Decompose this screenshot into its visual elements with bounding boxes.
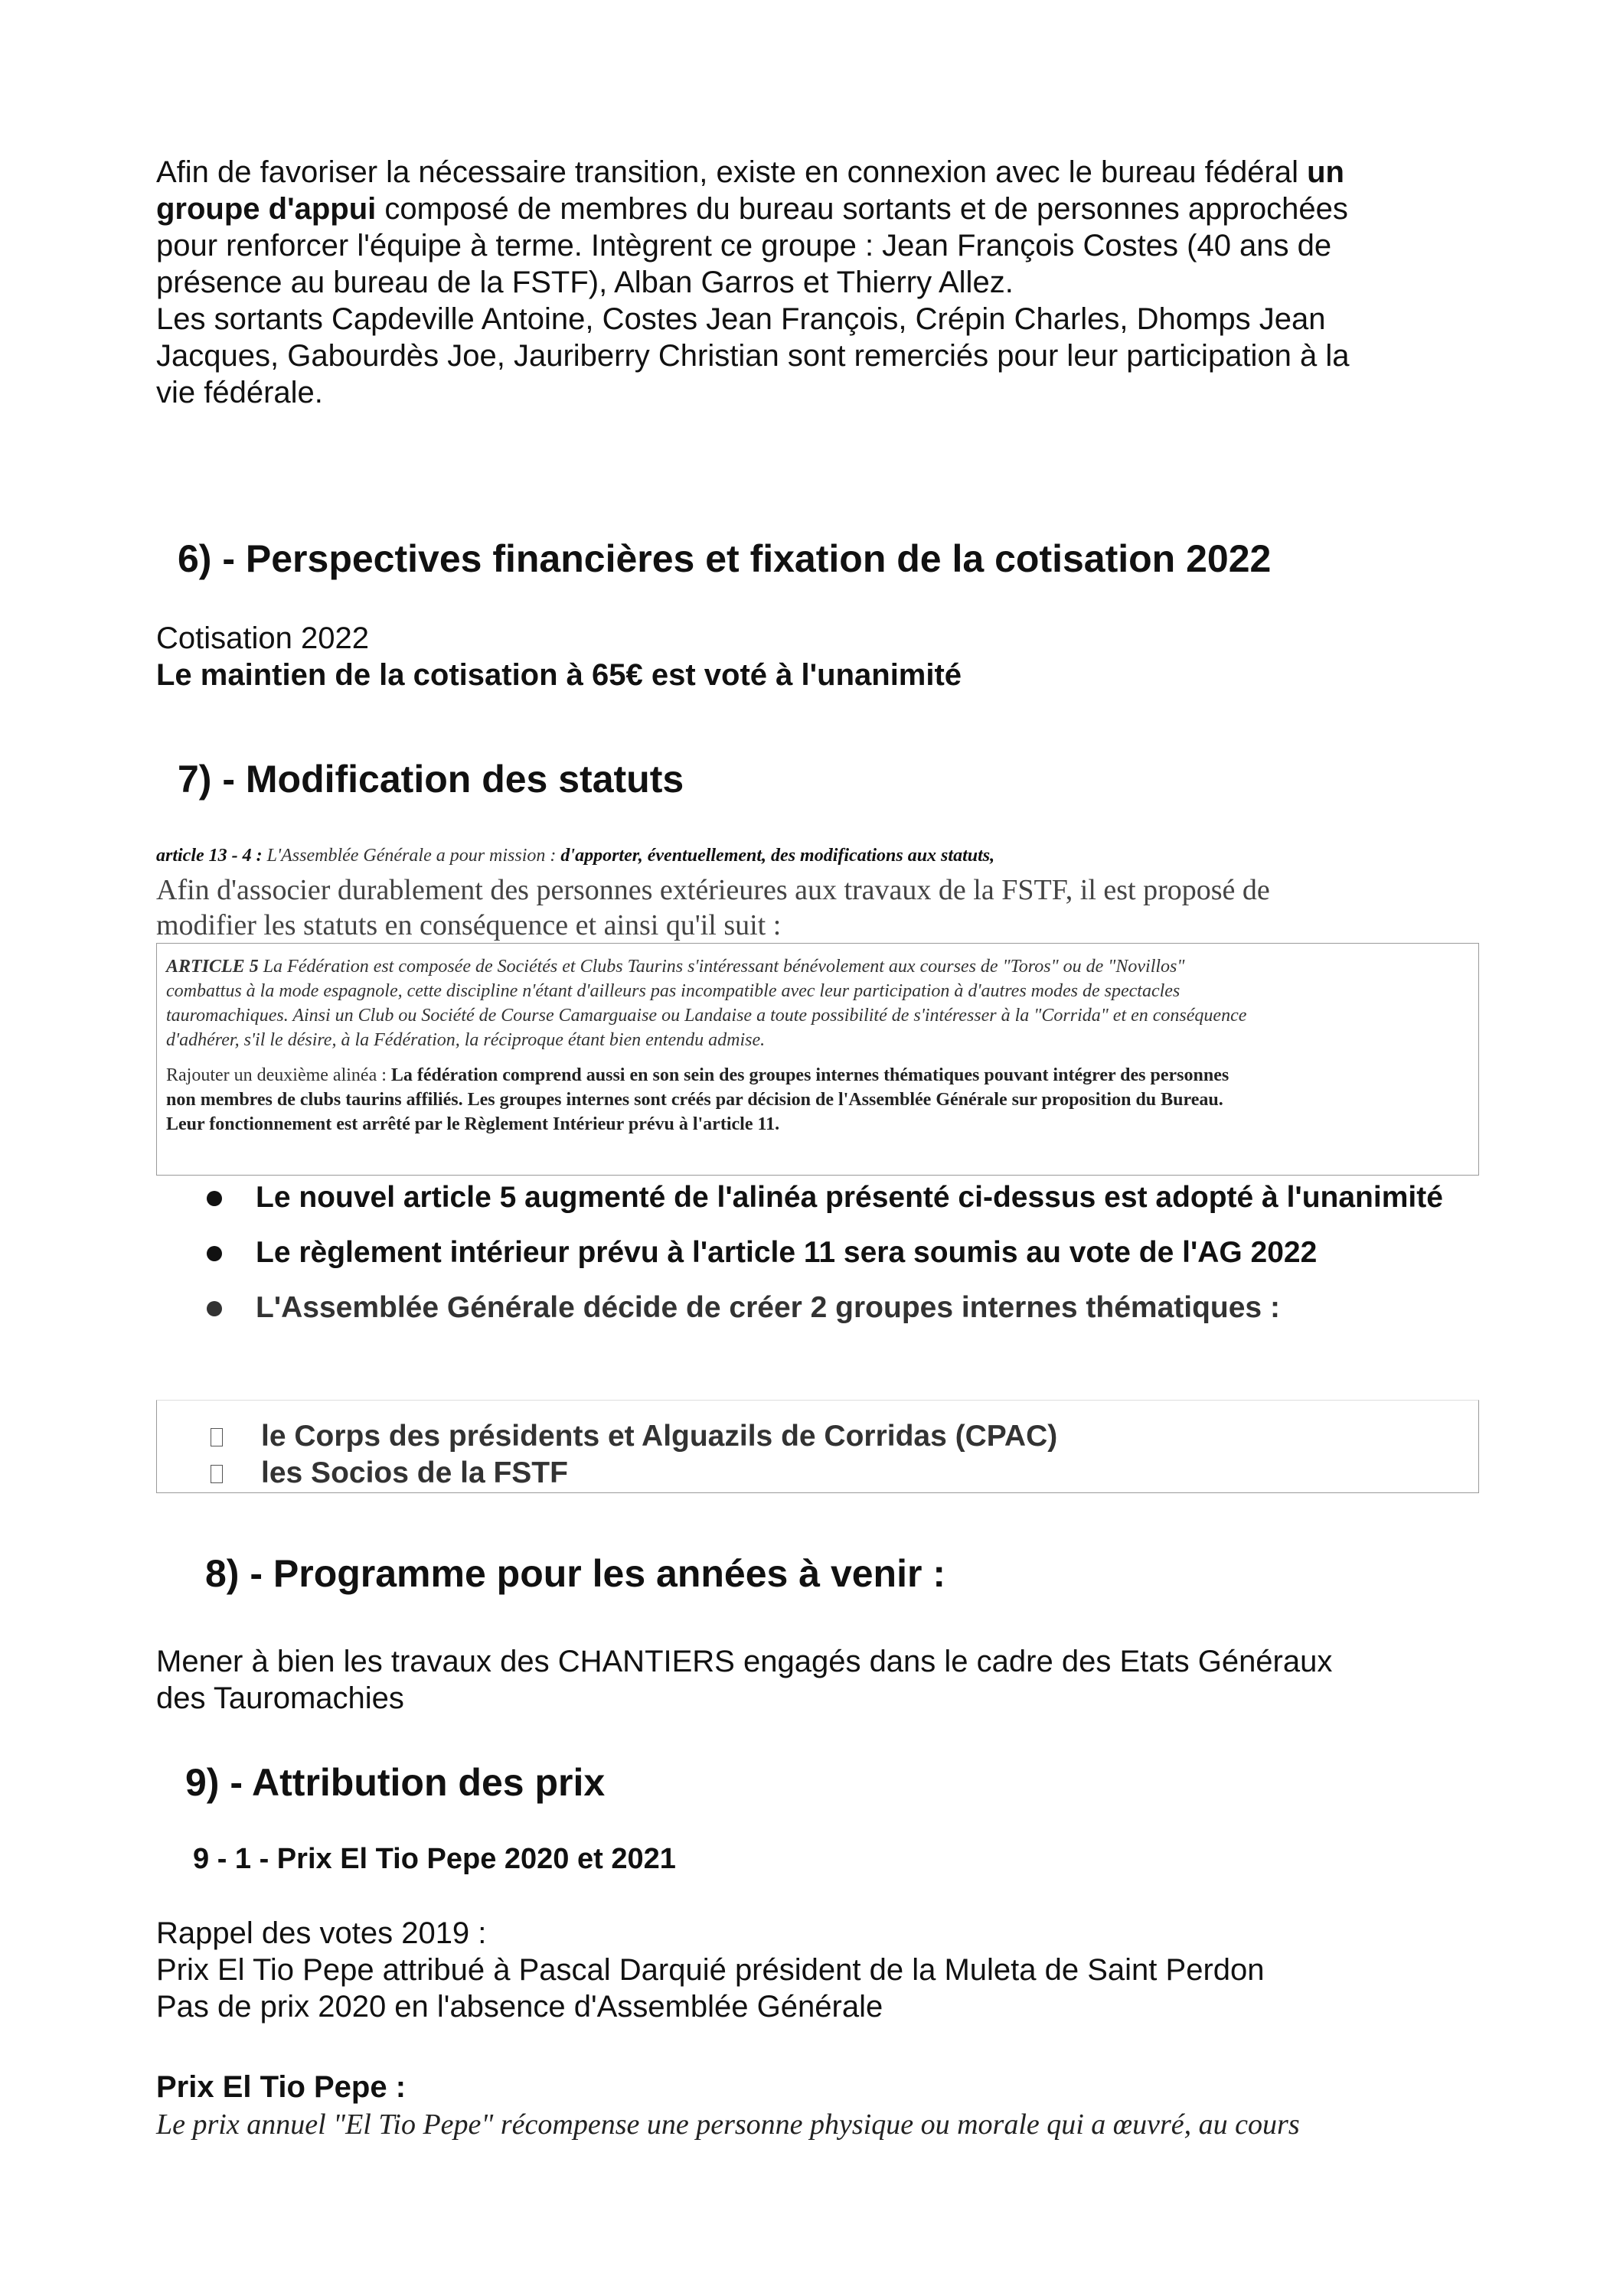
list-item: Le règlement intérieur prévu à l'article 11 sera soumis au vote de l'AG 2022 xyxy=(207,1235,1493,1270)
list-item: L'Assemblée Générale décide de créer 2 groupes internes thématiques : xyxy=(207,1290,1493,1326)
article-ref-label: article 13 - 4 : xyxy=(156,846,263,866)
list-item: Le nouvel article 5 augmenté de l'alinéa présenté ci-dessus est adopté à l'unanimité xyxy=(207,1180,1450,1215)
internal-groups-box xyxy=(156,1400,1479,1493)
article-13-reference xyxy=(156,844,1488,867)
prize-description: Le prix annuel "El Tio Pepe" récompense une personne physique ou morale qui a œuvré, au cours xyxy=(156,2108,1300,2141)
text-line: pour renforcer l'équipe à terme. Intègrent ce groupe : Jean François Costes (40 ans de xyxy=(156,229,1332,263)
cotisation-decision: Le maintien de la cotisation à 65€ est voté à l'unanimité xyxy=(156,658,962,692)
text-line: tauromachiques. Ainsi un Club ou Société de Course Camarguaise ou Landaise a toute possibilité de s'intéresser à la "Corrida" et en conséquence xyxy=(166,1006,1247,1026)
article-ref-emphasis: d'apporter, éventuellement, des modifications aux statuts, xyxy=(560,846,995,866)
text-line: vie fédérale. xyxy=(156,376,323,409)
resolution-list xyxy=(207,1180,1493,1345)
text-line: modifier les statuts en conséquence et ainsi qu'il suit : xyxy=(156,909,782,941)
missing-glyph-icon xyxy=(211,1465,223,1483)
section-6-body xyxy=(156,620,1488,693)
text-line: groupe d'appui composé de membres du bureau sortants et de personnes approchées xyxy=(156,192,1348,226)
text-line: Pas de prix 2020 en l'absence d'Assemblée Générale xyxy=(156,1990,883,2024)
section-8-body xyxy=(156,1643,1488,1717)
text-line: ARTICLE 5 La Fédération est composée de Sociétés et Clubs Taurins s'intéressant bénévolement aux courses de "Toros" ou de "Novillos" xyxy=(166,957,1185,977)
section-7-heading: 7) - Modification des statuts xyxy=(178,758,684,801)
text-line: Prix El Tio Pepe attribué à Pascal Darquié président de la Muleta de Saint Perdon xyxy=(156,1953,1265,1987)
missing-glyph-icon xyxy=(211,1428,223,1446)
section-9-1-heading: 9 - 1 - Prix El Tio Pepe 2020 et 2021 xyxy=(193,1843,676,1875)
article-5-label: ARTICLE 5 xyxy=(166,957,259,977)
text-line: Rajouter un deuxième alinéa : La fédération comprend aussi en son sein des groupes internes thématiques pouvant intégrer des personnes xyxy=(166,1065,1229,1085)
prize-label: Prix El Tio Pepe : xyxy=(156,2070,407,2104)
text-line: présence au bureau de la FSTF), Alban Garros et Thierry Allez. xyxy=(156,266,1014,299)
text-line: Leur fonctionnement est arrêté par le Règlement Intérieur prévu à l'article 11. xyxy=(166,1114,780,1134)
second-paragraph-addition xyxy=(157,1052,1478,1147)
text-line: Afin d'associer durablement des personnes extérieures aux travaux de la FSTF, il est proposé de xyxy=(156,874,1270,906)
group-item: le Corps des présidents et Alguazils de Corridas (CPAC) xyxy=(261,1419,1057,1454)
bullet-icon xyxy=(207,1191,222,1206)
transition-paragraph xyxy=(156,154,1488,411)
modification-intro xyxy=(156,872,1488,943)
section-9-body xyxy=(156,1915,1488,2025)
section-6-heading: 6) - Perspectives financières et fixation de la cotisation 2022 xyxy=(178,537,1272,580)
article-ref-text: L'Assemblée Générale a pour mission : xyxy=(262,846,561,866)
bullet-icon xyxy=(207,1301,222,1316)
bullet-icon xyxy=(207,1246,222,1261)
text-line: Les sortants Capdeville Antoine, Costes Jean François, Crépin Charles, Dhomps Jean xyxy=(156,302,1326,336)
text-line: d'adhérer, s'il le désire, à la Fédération, la réciproque étant bien entendu admise. xyxy=(166,1030,766,1050)
text-line: non membres de clubs taurins affiliés. Les groupes internes sont créés par décision de l'Assemblée Générale sur proposition du Bureau. xyxy=(166,1090,1223,1110)
cotisation-label: Cotisation 2022 xyxy=(156,621,369,655)
text-line: Jacques, Gabourdès Joe, Jauriberry Christian sont remerciés pour leur participation à la xyxy=(156,339,1350,373)
section-9-heading: 9) - Attribution des prix xyxy=(185,1761,606,1804)
article-5-box xyxy=(156,943,1479,1176)
text-line: combattus à la mode espagnole, cette discipline n'étant d'ailleurs pas incompatible avec leur participation à d'autres modes de spectacles xyxy=(166,981,1181,1001)
text-line: Mener à bien les travaux des CHANTIERS engagés dans le cadre des Etats Généraux xyxy=(156,1645,1333,1678)
text-line: Rappel des votes 2019 : xyxy=(156,1916,487,1950)
text-line: Afin de favoriser la nécessaire transition, existe en connexion avec le bureau fédéral un xyxy=(156,155,1344,189)
article-5-text xyxy=(157,944,1478,1052)
text-line: des Tauromachies xyxy=(156,1681,404,1715)
section-8-heading: 8) - Programme pour les années à venir : xyxy=(205,1552,945,1595)
group-item: les Socios de la FSTF xyxy=(261,1456,568,1491)
